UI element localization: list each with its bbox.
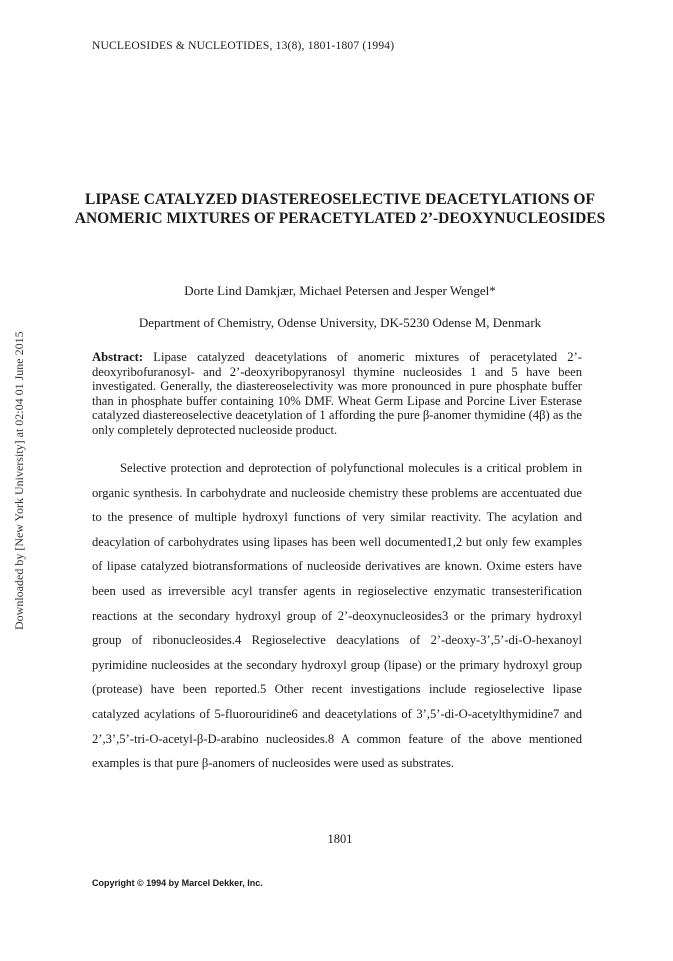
page-number: 1801 bbox=[327, 832, 353, 846]
body-paragraph: Selective protection and deprotection of polyfunctional molecules is a critical problem in organic synthesis. In carbohydrate and nucleoside chemistry these problems are accentuated due to the presence of multiple hydroxyl functions of very similar reactivity. The acylation and deacylation of carbohydrates using lipases has been well documented1,2 but only few examples of lipase catalyzed biotransformations of nucleoside derivatives are known. Oxime esters have been used as irreversible acyl transfer agents in regioselective enzymatic transesterification reactions at the secondary hydroxyl group of 2’-deoxynucleosides3 or the primary hydroxyl group of ribonucleosides.4 Regioselective deacylations of 2’-deoxy-3’,5’-di-O-hexanoyl pyrimidine nucleosides at the secondary hydroxyl group (lipase) or the primary hydroxyl group (protease) have been reported.5 Other recent investigations include regioselective lipase catalyzed acylations of 5-fluorouridine6 and deacetylations of 3’,5’-di-O-acetylthymidine7 and 2’,3’,5’-tri-O-acetyl-β-D-arabino nucleosides.8 A common feature of the above mentioned examples is that pure β-anomers of nucleosides were used as substrates. bbox=[92, 461, 582, 771]
download-watermark: Downloaded by [New York University] at 02:04 01 June 2015 bbox=[12, 331, 26, 630]
author-list: Dorte Lind Damkjær, Michael Petersen and Jesper Wengel* bbox=[184, 283, 496, 298]
abstract-text: Lipase catalyzed deacetylations of anomeric mixtures of peracetylated 2’-deoxyribofuranosyl- and 2’-deoxyribopyranosyl thymine nucleosides 1 and 5 have been investigated. Generally, the diastereoselectivity was more pronounced in pure phosphate buffer than in phosphate buffer containing 10% DMF. Wheat Germ Lipase and Porcine Liver Esterase catalyzed diastereoselective deacetylation of 1 affording the pure β-anomer thymidine (4β) as the only completely deprotected nucleoside product. bbox=[92, 350, 582, 437]
copyright-notice: Copyright © 1994 by Marcel Dekker, Inc. bbox=[92, 878, 263, 888]
abstract bbox=[92, 350, 582, 437]
affiliation: Department of Chemistry, Odense University, DK-5230 Odense M, Denmark bbox=[138, 315, 542, 330]
abstract-label: Abstract: bbox=[92, 350, 144, 364]
running-head: NUCLEOSIDES & NUCLEOTIDES, 13(8), 1801-1807 (1994) bbox=[92, 40, 395, 52]
paper-title: LIPASE CATALYZED DIASTEREOSELECTIVE DEACETYLATIONS OF ANOMERIC MIXTURES OF PERACETYLATED 2’-DEOXYNUCLEOSIDES bbox=[74, 191, 606, 227]
